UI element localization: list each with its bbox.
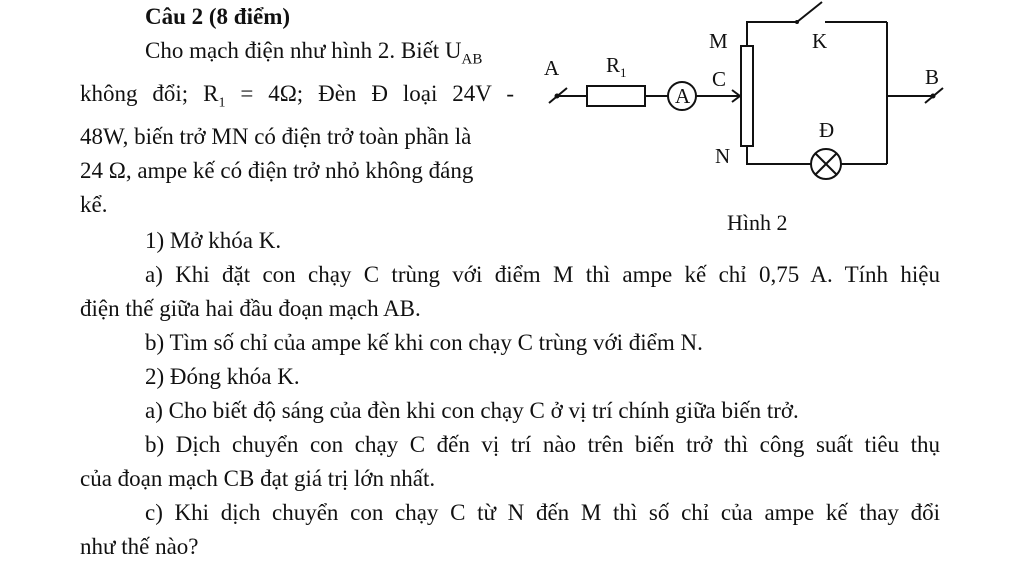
question-2b-line-1: b) Dịch chuyển con chạy C đến vị trí nào trên biến trở thì công suất tiêu thụ <box>145 432 940 457</box>
question-2b-line-2: của đoạn mạch CB đạt giá trị lớn nhất. <box>80 466 436 491</box>
resistor-r1 <box>587 86 645 106</box>
terminal-a-dot <box>555 94 560 99</box>
terminal-b-dot <box>931 94 936 99</box>
label-r1: $R_1$ <box>606 53 627 80</box>
wire-m-switch <box>747 22 797 46</box>
intro-line-5: kể. <box>80 192 108 218</box>
intro-line-4: 24 Ω, ampe kế có điện trở nhỏ không đáng <box>80 158 474 184</box>
question-title: Câu 2 (8 điểm) <box>145 4 291 29</box>
label-b: B <box>925 65 940 89</box>
question-1b: b) Tìm số chỉ của ampe kế khi con chạy C trùng với điểm N. <box>145 330 703 355</box>
question-part-1: 1) Mở khóa K. <box>145 228 282 253</box>
question-1a-line-2: điện thế giữa hai đầu đoạn mạch AB. <box>80 296 421 321</box>
label-k: K <box>812 29 828 53</box>
intro-line-2: không đổi; $R_1 = 4\Omega$; Đèn Đ loại 24V - <box>80 80 514 111</box>
label-a: A <box>544 56 560 80</box>
problem-intro <box>80 34 514 222</box>
switch-k-icon <box>797 2 822 22</box>
intro-line-3: 48W, biến trở MN có điện trở toàn phần là <box>80 124 472 150</box>
rheostat-mn <box>741 46 753 146</box>
circuit-diagram <box>535 0 955 200</box>
label-ammeter: A <box>675 84 691 108</box>
switch-k-pivot <box>795 20 799 24</box>
question-part-2: 2) Đóng khóa K. <box>145 364 300 389</box>
label-n: N <box>715 144 731 168</box>
label-m: M <box>709 29 728 53</box>
wire-n-lamp <box>747 146 811 164</box>
intro-line-1: Cho mạch điện như hình 2. Biết $U_{AB}$ <box>145 38 483 68</box>
figure-caption: Hình 2 <box>727 210 788 235</box>
label-d: Đ <box>819 118 835 142</box>
label-c: C <box>712 67 727 91</box>
question-list <box>80 224 940 564</box>
question-2c-line-1: c) Khi dịch chuyển con chạy C từ N đến M thì số chỉ của ampe kế thay đổi <box>145 500 940 525</box>
question-1a-line-1: a) Khi đặt con chạy C trùng với điểm M thì ampe kế chỉ 0,75 A. Tính hiệu <box>145 262 940 287</box>
question-2c-line-2: như thế nào? <box>80 534 199 559</box>
question-2a: a) Cho biết độ sáng của đèn khi con chạy C ở vị trí chính giữa biến trở. <box>145 398 799 423</box>
